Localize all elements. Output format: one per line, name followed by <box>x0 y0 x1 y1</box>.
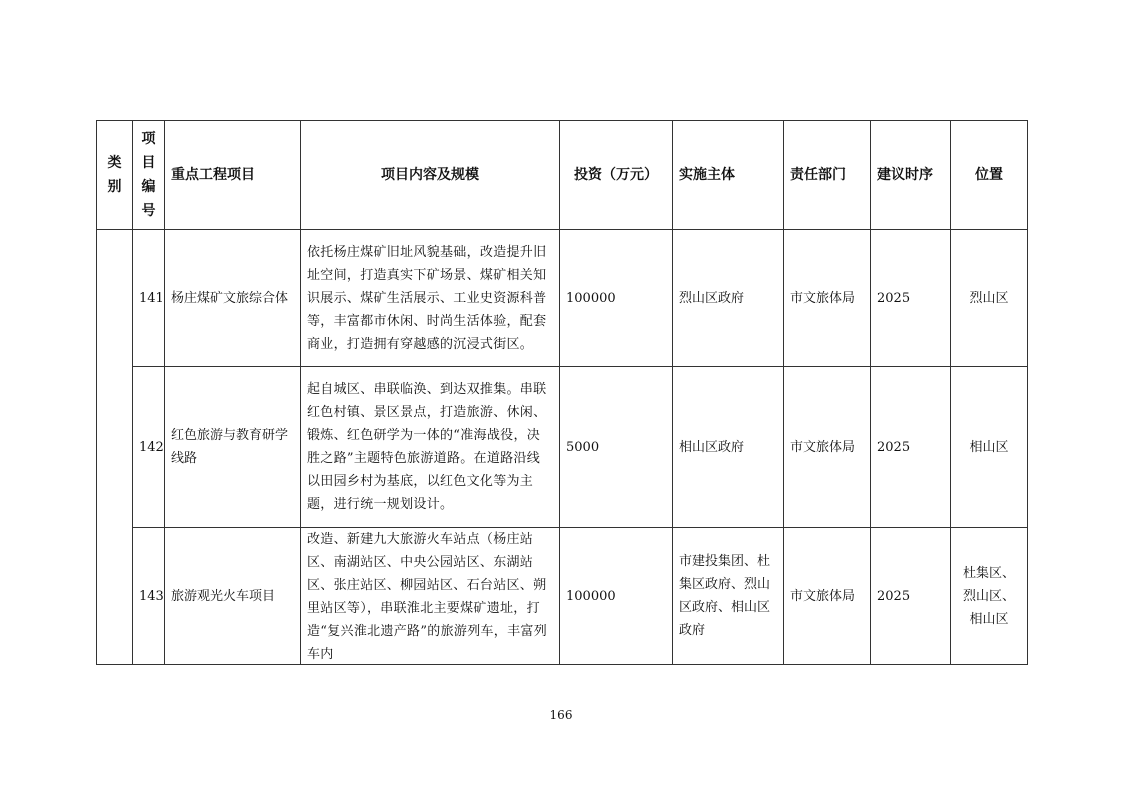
header-item-no: 项 目 编 号 <box>133 121 165 230</box>
header-timeline: 建议时序 <box>871 121 951 230</box>
header-row <box>97 121 1028 230</box>
row-number: 141 <box>133 230 165 367</box>
page-number: 166 <box>549 708 573 722</box>
row-location: 相山区 <box>951 367 1028 528</box>
row-project: 红色旅游与教育研学线路 <box>165 367 301 528</box>
table-row <box>97 367 1028 528</box>
row-project: 旅游观光火车项目 <box>165 528 301 665</box>
row-department: 市文旅体局 <box>784 230 871 367</box>
category-cell <box>97 230 133 665</box>
row-number: 143 <box>133 528 165 665</box>
row-investment: 100000 <box>560 230 673 367</box>
row-content: 起自城区、串联临涣、到达双推集。串联红色村镇、景区景点，打造旅游、休闲、锻炼、红色研学为一体的“准海战役，决胜之路”主题特色旅游道路。在道路沿线以田园乡村为基底，以红色文化等为主题，进行统一规划设计。 <box>301 367 560 528</box>
header-content: 项目内容及规模 <box>301 121 560 230</box>
row-timeline: 2025 <box>871 230 951 367</box>
row-number: 142 <box>133 367 165 528</box>
project-table <box>96 120 1028 665</box>
row-implementer: 市建投集团、杜集区政府、烈山区政府、相山区政府 <box>673 528 784 665</box>
table-row <box>97 528 1028 665</box>
row-content: 改造、新建九大旅游火车站点（杨庄站区、南湖站区、中央公园站区、东湖站区、张庄站区、柳园站区、石台站区、朔里站区等），串联淮北主要煤矿遗址，打造“复兴淮北遗产路”的旅游列车，丰富列车内 <box>301 528 560 665</box>
row-implementer: 相山区政府 <box>673 367 784 528</box>
header-investment: 投资（万元） <box>560 121 673 230</box>
row-timeline: 2025 <box>871 367 951 528</box>
row-location: 烈山区 <box>951 230 1028 367</box>
header-location: 位置 <box>951 121 1028 230</box>
row-department: 市文旅体局 <box>784 528 871 665</box>
row-investment: 5000 <box>560 367 673 528</box>
row-timeline: 2025 <box>871 528 951 665</box>
header-category: 类 别 <box>97 121 133 230</box>
row-investment: 100000 <box>560 528 673 665</box>
table-row <box>97 230 1028 367</box>
row-implementer: 烈山区政府 <box>673 230 784 367</box>
row-content: 依托杨庄煤矿旧址风貌基础，改造提升旧址空间，打造真实下矿场景、煤矿相关知识展示、煤矿生活展示、工业史资源科普等，丰富都市休闲、时尚生活体验，配套商业，打造拥有穿越感的沉浸式街区。 <box>301 230 560 367</box>
row-location: 杜集区、烈山区、相山区 <box>951 528 1028 665</box>
header-implementer: 实施主体 <box>673 121 784 230</box>
row-department: 市文旅体局 <box>784 367 871 528</box>
row-project: 杨庄煤矿文旅综合体 <box>165 230 301 367</box>
header-department: 责任部门 <box>784 121 871 230</box>
header-project: 重点工程项目 <box>165 121 301 230</box>
